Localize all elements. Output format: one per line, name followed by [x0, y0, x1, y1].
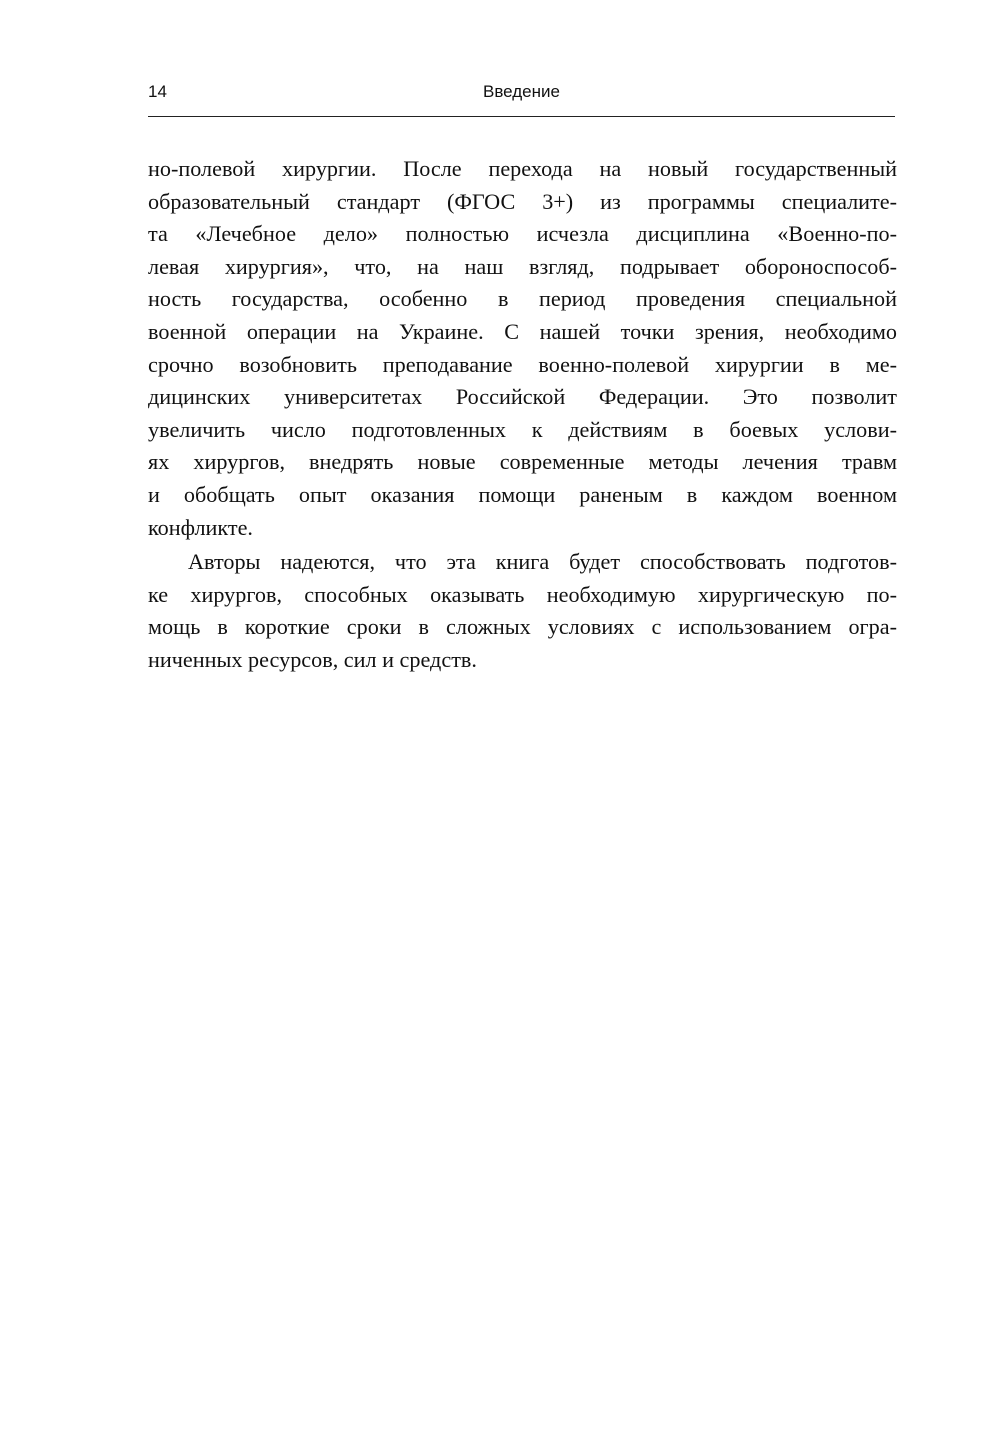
- text-line: и обобщать опыт оказания помощи раненым в каждом военном: [148, 481, 897, 507]
- text-line: мощь в короткие сроки в сложных условиях с использованием огра-: [148, 614, 897, 640]
- paragraph-2: [148, 546, 897, 676]
- text-line: ность государства, особенно в период проведения специальной: [148, 286, 897, 312]
- text-line: конфликте.: [148, 514, 253, 540]
- page-number: 14: [148, 82, 167, 101]
- running-head: [148, 78, 895, 117]
- text-line: но-полевой хирургии. После перехода на новый государственный: [148, 156, 897, 181]
- text-line: образовательный стандарт (ФГОС 3+) из программы специалите-: [148, 188, 897, 214]
- text-line: ях хирургов, внедрять новые современные методы лечения травм: [148, 449, 897, 475]
- text-line: ке хирургов, способных оказывать необходимую хирургическую по-: [148, 581, 897, 607]
- body-text: [148, 153, 897, 677]
- text-line: та «Лечебное дело» полностью исчезла дисциплина «Военно-по-: [148, 221, 897, 247]
- text-line: военной операции на Украине. С нашей точки зрения, необходимо: [148, 318, 897, 344]
- section-title: Введение: [483, 82, 560, 101]
- text-line: срочно возобновить преподавание военно-полевой хирургии в ме-: [148, 351, 897, 377]
- text-line: увеличить число подготовленных к действиям в боевых услови-: [148, 416, 897, 442]
- text-line: дицинских университетах Российской Федерации. Это позволит: [148, 384, 897, 410]
- text-line: ниченных ресурсов, сил и средств.: [148, 646, 477, 672]
- paragraph-1: [148, 153, 897, 544]
- text-line: левая хирургия», что, на наш взгляд, подрывает обороноспособ-: [148, 253, 897, 279]
- text-line: Авторы надеются, что эта книга будет способствовать подготов-: [188, 549, 897, 575]
